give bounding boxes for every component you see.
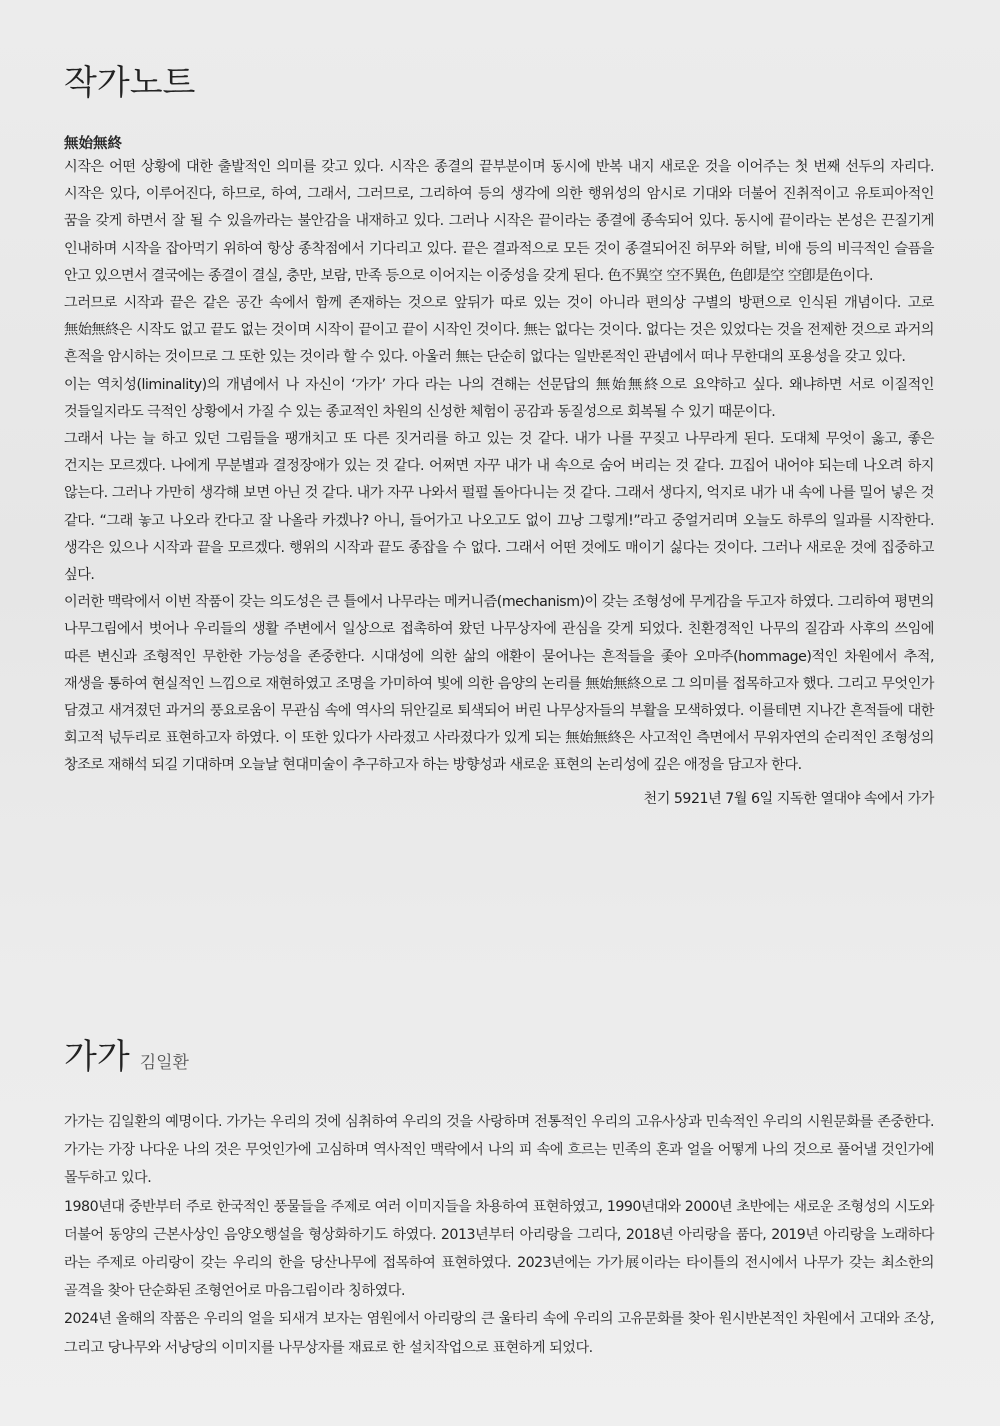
artist-paragraph: 2024년 올해의 작품은 우리의 얼을 되새겨 보자는 염원에서 아리랑의 큰 울타리 속에 우리의 고유문화를 찾아 원시반본적인 차원에서 고대와 조상, 그리고 당나무와 서낭당의 이미지를 나무상자를 재료로 한 설치작업으로 표현하게 되었다. (64, 1311, 934, 1356)
artist-profile-section (64, 1036, 934, 1362)
note-paragraph: 이러한 맥락에서 이번 작품이 갖는 의도성은 큰 틀에서 나무라는 메커니즘(mechanism)이 갖는 조형성에 무게감을 두고자 하였다. 그리하여 평면의 나무그림에서 벗어나 우리들의 생활 주변에서 일상으로 접촉하여 왔던 나무상자에 관심을 갖게 되었다. 친환경적인 나무의 질감과 사후의 쓰임에 따른 변신과 조형적인 무한한 가능성을 존중한다. 시대성에 의한 삶의 애환이 묻어나는 흔적들을 좇아 오마주(hommage)적인 차원에서 추적, 재생을 통하여 현실적인 느낌으로 재현하였고 조명을 가미하여 빛에 의한 음양의 논리를 無始無終으로 그 의미를 접목하고자 했다. 그리고 무엇인가 담겼고 새겨졌던 과거의 풍요로움이 무관심 속에 역사의 뒤안길로 퇴색되어 버린 나무상자들의 부활을 모색하였다. 이를테면 지나간 흔적들에 대한 회고적 넋두리로 표현하고자 하였다. 이 또한 있다가 사라졌고 사라졌다가 있게 되는 無始無終은 사고적인 측면에서 무위자연의 순리적인 조형성의 창조로 재해석 되길 기대하며 오늘날 현대미술이 추구하고자 하는 방향성과 새로운 표현의 논리성에 깊은 애정을 담고자 한다. (64, 594, 934, 774)
artist-real-name: 김일환 (139, 1053, 189, 1073)
artist-pen-name: 가가 (64, 1037, 130, 1077)
artist-profile-body (64, 1108, 934, 1362)
note-paragraph: 그래서 나는 늘 하고 있던 그림들을 팽개치고 또 다른 짓거리를 하고 있는 것 같다. 내가 나를 꾸짖고 나무라게 된다. 도대체 무엇이 옳고, 좋은 건지는 모르겠다. 나에게 무분별과 결정장애가 있는 것 같다. 어쩌면 자꾸 내가 내 속으로 숨어 버리는 것 같다. 끄집어 내어야 되는데 나오려 하지 않는다. 그러나 가만히 생각해 보면 아닌 것 같다. 내가 자꾸 나와서 펄펄 돌아다니는 것 같다. 그래서 생다지, 억지로 내가 내 속에 나를 밀어 넣은 것 같다. “그래 놓고 나오라 칸다고 잘 나올라 카겠나? 아니, 들어가고 나오고도 없이 끄낭 그렇게!”라고 중얼거리며 오늘도 하루의 일과를 시작한다. 생각은 있으나 시작과 끝을 모르겠다. 행위의 시작과 끝도 종잡을 수 없다. 그래서 어떤 것에도 매이기 싫다는 것이다. 그러나 새로운 것에 집중하고 싶다. (64, 431, 934, 584)
artist-note-subtitle: 無始無終 (64, 136, 122, 152)
note-paragraph: 이는 역치성(liminality)의 개념에서 나 자신이 ‘가가’ 가다 라는 나의 견해는 선문답의 無始無終으로 요약하고 싶다. 왜냐하면 서로 이질적인 것들일지라도 극적인 상황에서 가질 수 있는 종교적인 차원의 신성한 체험이 공감과 동질성으로 회복될 수 있기 때문이다. (64, 376, 934, 420)
artist-heading-row (64, 1036, 934, 1078)
artist-paragraph: 1980년대 중반부터 주로 한국적인 풍물들을 주제로 여러 이미지들을 차용하여 표현하였고, 1990년대와 2000년 초반에는 새로운 조형성의 시도와 더불어 동양의 근본사상인 음양오행설을 형상화하기도 하였다. 2013년부터 아리랑을 그리다, 2018년 아리랑을 품다, 2019년 아리랑을 노래하다 라는 주제로 아리랑이 갖는 우리의 한을 당산나무에 접목하여 표현하였다. 2023년에는 가가展이라는 타이틀의 전시에서 나무가 갖는 최소한의 골격을 찾아 단순화된 조형언어로 마음그림이라 칭하였다. (64, 1198, 934, 1300)
artist-note-signature: 천기 5921년 7월 6일 지독한 열대야 속에서 가가 (643, 790, 934, 807)
artist-paragraph: 가가는 김일환의 예명이다. 가가는 우리의 것에 심취하여 우리의 것을 사랑하며 전통적인 우리의 고유사상과 민속적인 우리의 시원문화를 존중한다. 가가는 가장 나다운 나의 것은 무엇인가에 고심하며 역사적인 맥락에서 나의 피 속에 흐르는 민족의 혼과 얼을 어떻게 나의 것으로 풀어낼 것인가에 몰두하고 있다. (64, 1114, 934, 1187)
artist-note-section (64, 62, 934, 813)
artist-note-body (64, 154, 934, 780)
note-paragraph: 그러므로 시작과 끝은 같은 공간 속에서 함께 존재하는 것으로 앞뒤가 따로 있는 것이 아니라 편의상 구별의 방편으로 인식된 개념이다. 고로 無始無終은 시작도 없고 끝도 없는 것이며 시작이 끝이고 끝이 시작인 것이다. 無는 없다는 것이다. 없다는 것은 있었다는 것을 전제한 것으로 과거의 흔적을 암시하는 것이므로 그 또한 있는 것이라 할 수 있다. 아울러 無는 단순히 없다는 일반론적인 관념에서 떠나 무한대의 포용성을 갖고 있다. (64, 295, 934, 366)
note-paragraph: 시작은 어떤 상황에 대한 출발적인 의미를 갖고 있다. 시작은 종결의 끝부분이며 동시에 반복 내지 새로운 것을 이어주는 첫 번째 선두의 자리다. 시작은 있다, 이루어진다, 하므로, 하여, 그래서, 그러므로, 그리하여 등의 생각에 의한 행위성의 암시로 기대와 더불어 진취적이고 유토피아적인 꿈을 갖게 하면서 잘 될 수 있을까라는 불안감을 내재하고 있다. 그러나 시작은 끝이라는 종결에 종속되어 있다. 동시에 끝이라는 본성은 끈질기게 인내하며 시작을 잡아먹기 위하여 항상 종착점에서 기다리고 있다. 끝은 결과적으로 모든 것이 종결되어진 허무와 허탈, 비애 등의 비극적인 슬픔을 안고 있으면서 결국에는 종결이 결실, 충만, 보람, 만족 등으로 이어지는 이중성을 갖게 된다. 色不異空 空不異色, 色卽是空 空卽是色이다. (64, 159, 934, 284)
artist-note-heading: 작가노트 (64, 63, 196, 103)
